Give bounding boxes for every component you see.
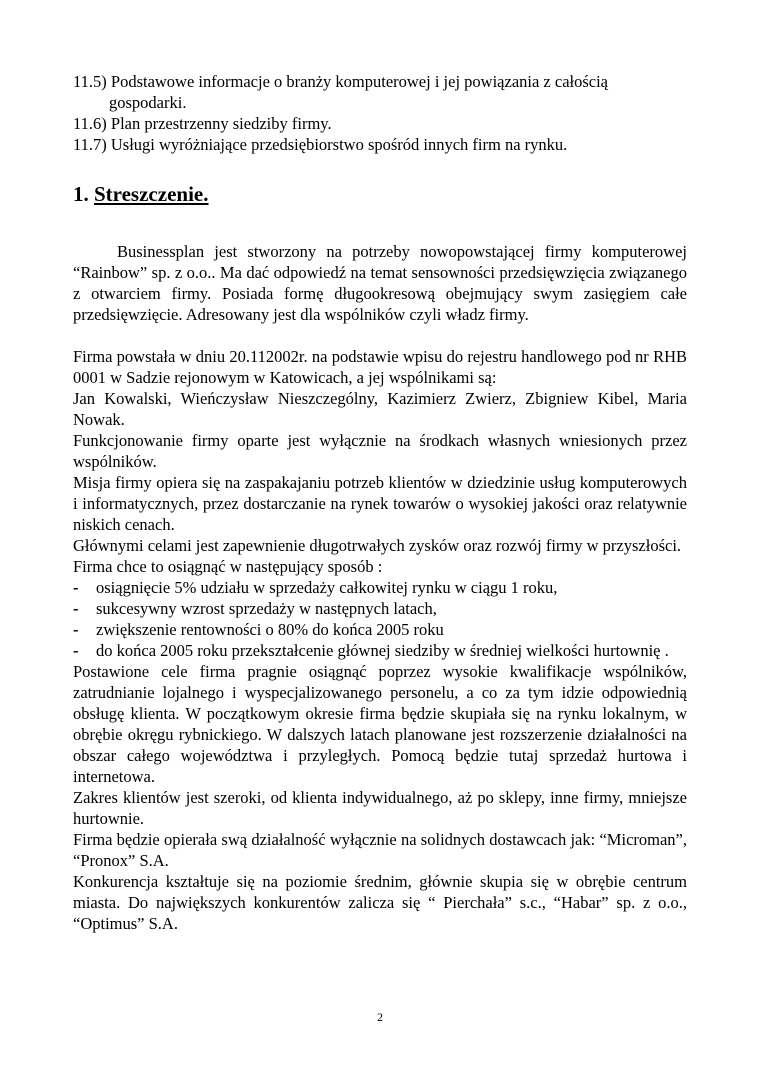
toc-item-continuation: gospodarki. [109,93,187,112]
paragraph-spacer [73,325,687,346]
toc-item [73,134,687,155]
intro-paragraph: Businessplan jest stworzony na potrzeby nowopowstającej firmy komputerowej “Rainbow” sp. z o.o.. Ma dać odpowiedź na temat sensowności przedsięwzięcia związanego z otwarciem firmy. Posiada formę długookresową obejmujący swym zasięgiem całe przedsięwzięcie. Adresowany jest dla wspólników czyli władz firmy. [73,242,687,324]
section-number: 1. [73,182,89,206]
list-item-text: sukcesywny wzrost sprzedaży w następnych latach, [96,599,437,618]
body-paragraph: Firma powstała w dniu 20.112002r. na podstawie wpisu do rejestru handlowego pod nr RHB 0001 w Sadzie rejonowym w Katowicach, a jej wspólnikami są: [73,347,687,387]
section-title: Streszczenie. [94,182,209,206]
toc-item-text: Plan przestrzenny siedziby firmy. [110,114,332,133]
body-paragraph: Firma będzie opierała swą działalność wyłącznie na solidnych dostawcach jak: “Microman”, “Pronox” S.A. [73,830,687,870]
toc-item [73,71,687,113]
toc-item-text: Podstawowe informacje o branży komputerowej i jej powiązania z całością [110,72,609,91]
body-paragraph: Misja firmy opiera się na zaspakajaniu potrzeb klientów w dziedzinie usług komputerowych i informatycznych, przez dostarczanie na rynek towarów o wysokiej jakości oraz relatywnie niskich cenach. [73,473,687,534]
toc-list [73,71,687,155]
list-item [73,598,687,619]
list-dash: - [73,578,79,597]
list-item [73,577,687,598]
body-paragraph: Konkurencja kształtuje się na poziomie średnim, głównie skupia się w obrębie centrum miasta. Do największych konkurentów zalicza się “ Pierchała” s.c., “Habar” sp. z o.o., “Optimus” S.A. [73,872,687,933]
body-paragraph: Postawione cele firma pragnie osiągnąć poprzez wysokie kwalifikacje wspólników, zatrudnianie lojalnego i wyspecjalizowanego personelu, a co za tym idzie odpowiednią obsługę klienta. W początkowym okresie firma będzie skupiała się na rynku lokalnym, w obrębie okręgu rybnickiego. W dalszych latach planowane jest rozszerzenie działalności na obszar całego województwa i przyległych. Pomocą będzie tutaj sprzedaż hurtowa i internetowa. [73,662,687,786]
body-paragraph: Zakres klientów jest szeroki, od klienta indywidualnego, aż po sklepy, inne firmy, mniejsze hurtownie. [73,788,687,828]
goals-list [73,577,687,661]
toc-item-text: Usługi wyróżniające przedsiębiorstwo spośród innych firm na rynku. [110,135,568,154]
toc-item-number: 11.7) [73,135,107,154]
list-dash: - [73,641,79,660]
body-paragraph: Głównymi celami jest zapewnienie długotrwałych zysków oraz rozwój firmy w przyszłości. [73,536,682,555]
body-paragraph: Funkcjonowanie firmy oparte jest wyłącznie na środkach własnych wniesionych przez wspólników. [73,431,687,471]
body-paragraph: Jan Kowalski, Wieńczysław Nieszczególny, Kazimierz Zwierz, Zbigniew Kibel, Maria Nowak. [73,389,687,429]
body-paragraph: Firma chce to osiągnąć w następujący sposób : [73,557,383,576]
list-item-text: osiągnięcie 5% udziału w sprzedaży całkowitej rynku w ciągu 1 roku, [96,578,558,597]
list-dash: - [73,599,79,618]
list-item [73,619,687,640]
list-item [73,640,687,661]
section-heading [73,181,687,207]
list-item-text: do końca 2005 roku przekształcenie głównej siedziby w średniej wielkości hurtownię . [96,641,669,660]
list-dash: - [73,620,79,639]
toc-item-number: 11.6) [73,114,107,133]
page-number: 2 [377,1010,383,1024]
document-page [73,71,687,934]
list-item-text: zwiększenie rentowności o 80% do końca 2005 roku [96,620,444,639]
toc-item-number: 11.5) [73,72,107,91]
toc-item [73,113,687,134]
